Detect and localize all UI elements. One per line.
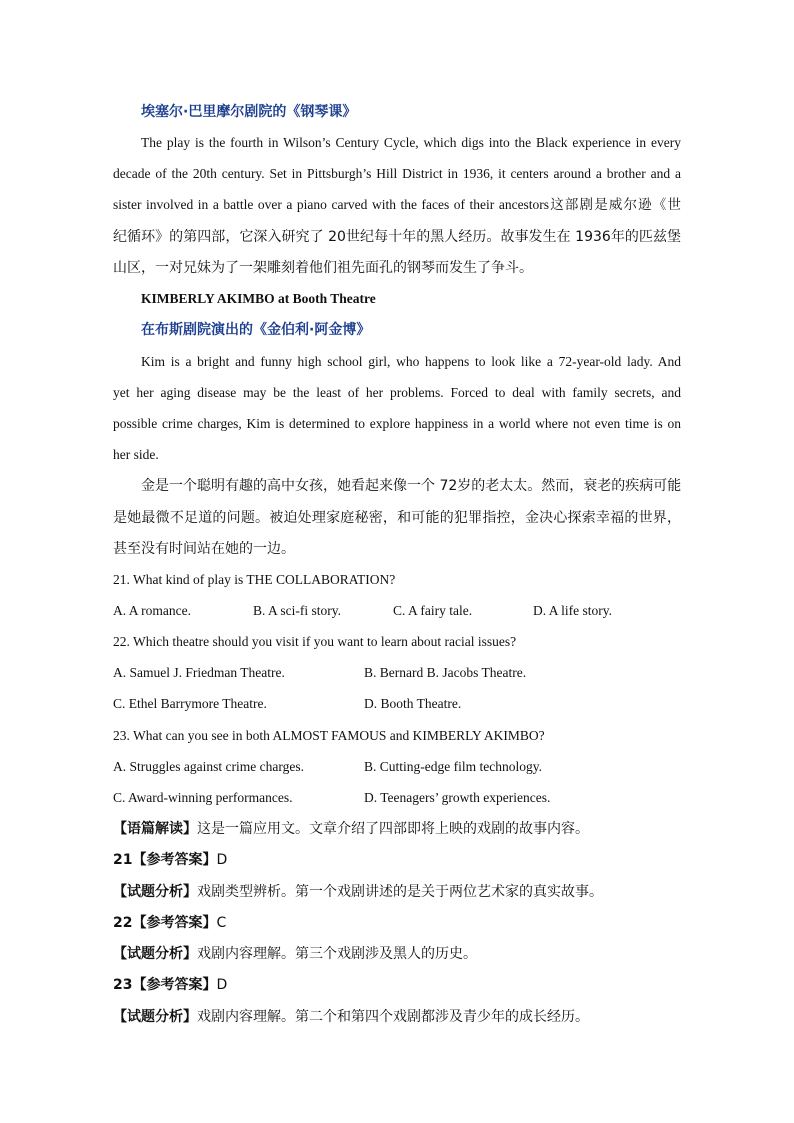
- paragraph-line: 纪循环》的第四部，它深入研究了 20世纪每十年的黑人经历。故事发生在 1936年的匹兹堡: [113, 229, 681, 245]
- option-21-a: A. A romance.: [113, 603, 191, 618]
- paragraph-line: possible crime charges, Kim is determined to explore happiness in a world where not even time is on: [113, 416, 681, 431]
- analysis-overview: [113, 819, 681, 839]
- explanation-text: 戏剧类型辨析。第一个戏剧讲述的是关于两位艺术家的真实故事。: [197, 884, 603, 900]
- paragraph-line: The play is the fourth in Wilson’s Century Cycle, which digs into the Black experience in every: [141, 135, 681, 150]
- paragraph-line: yet her aging disease may be the least of her problems. Forced to deal with family secrets, and: [113, 385, 681, 400]
- explanation-tag: 【试题分析】: [113, 946, 197, 962]
- answer-22: [113, 913, 681, 933]
- explanation-21: [113, 882, 681, 902]
- paragraph-line: sister involved in a battle over a piano carved with the faces of their ancestors这部剧是威尔逊《世: [113, 197, 681, 212]
- answer-tag: 21【参考答案】: [113, 852, 217, 868]
- section-title-kimberly-akimbo: KIMBERLY AKIMBO at Booth Theatre: [141, 291, 376, 306]
- paragraph-line: 甚至没有时间站在她的一边。: [113, 541, 295, 557]
- section-title-kimberly-akimbo-zh: 在布斯剧院演出的《金伯利·阿金博》: [141, 322, 371, 338]
- paragraph-line: 是她最微不足道的问题。被迫处理家庭秘密，和可能的犯罪指控，金决心探索幸福的世界，: [113, 510, 681, 526]
- analysis-tag: 【语篇解读】: [113, 821, 197, 837]
- option-21-d: D. A life story.: [533, 603, 612, 618]
- question-stem-23: 23. What can you see in both ALMOST FAMOUS and KIMBERLY AKIMBO?: [113, 728, 545, 743]
- answer-23: [113, 975, 681, 995]
- section-title-piano-lesson: 埃塞尔·巴里摩尔剧院的《钢琴课》: [141, 104, 357, 120]
- option-23-c: C. Award-winning performances.: [113, 790, 293, 805]
- explanation-text: 戏剧内容理解。第三个戏剧涉及黑人的历史。: [197, 946, 477, 962]
- option-21-b: B. A sci-fi story.: [253, 603, 342, 618]
- answer-21: [113, 850, 681, 870]
- answer-value: D: [216, 852, 228, 868]
- explanation-text: 戏剧内容理解。第二个和第四个戏剧都涉及青少年的成长经历。: [197, 1009, 589, 1025]
- option-22-a: A. Samuel J. Friedman Theatre.: [113, 665, 285, 680]
- explanation-23: [113, 1007, 681, 1027]
- option-23-b: B. Cutting-edge film technology.: [364, 759, 542, 774]
- paragraph-line: 山区，一对兄妹为了一架雕刻着他们祖先面孔的钢琴而发生了争斗。: [113, 260, 533, 276]
- option-23-d: D. Teenagers’ growth experiences.: [364, 790, 551, 805]
- analysis-text: 这是一篇应用文。文章介绍了四部即将上映的戏剧的故事内容。: [197, 821, 589, 837]
- explanation-22: [113, 944, 681, 964]
- question-stem-21: 21. What kind of play is THE COLLABORATION?: [113, 572, 396, 587]
- paragraph-line: 金是一个聪明有趣的高中女孩，她看起来像一个 72岁的老太太。然而，衰老的疾病可能: [141, 478, 682, 494]
- option-21-c: C. A fairy tale.: [393, 603, 473, 618]
- option-22-b: B. Bernard B. Jacobs Theatre.: [364, 665, 527, 680]
- option-23-a: A. Struggles against crime charges.: [113, 759, 304, 774]
- option-22-d: D. Booth Theatre.: [364, 696, 462, 711]
- paragraph-line: decade of the 20th century. Set in Pittsburgh’s Hill District in 1936, it centers around a brother and a: [113, 166, 681, 181]
- answer-value: D: [216, 977, 228, 993]
- paragraph-line: her side.: [113, 447, 159, 462]
- option-22-c: C. Ethel Barrymore Theatre.: [113, 696, 267, 711]
- answer-value: C: [216, 915, 227, 931]
- paragraph-line: Kim is a bright and funny high school girl, who happens to look like a 72-year-old lady. And: [141, 354, 681, 369]
- explanation-tag: 【试题分析】: [113, 884, 197, 900]
- question-stem-22: 22. Which theatre should you visit if you want to learn about racial issues?: [113, 634, 517, 649]
- explanation-tag: 【试题分析】: [113, 1009, 197, 1025]
- answer-tag: 22【参考答案】: [113, 915, 217, 931]
- answer-tag: 23【参考答案】: [113, 977, 217, 993]
